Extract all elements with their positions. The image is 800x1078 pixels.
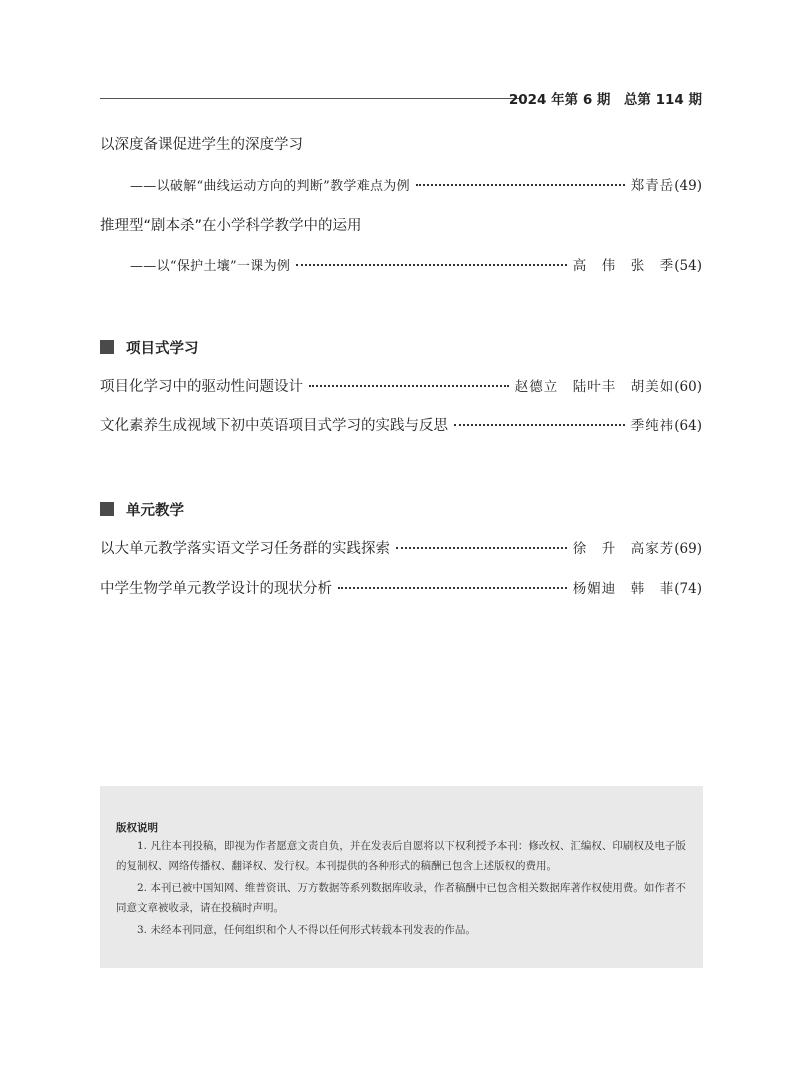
dot-leader [338,587,567,589]
toc-entry[interactable] [100,376,702,398]
toc-entry[interactable] [100,578,702,600]
dot-leader [296,264,567,266]
header-rule [100,98,520,99]
copyright-paragraph: 3. 未经本刊同意，任何组织和个人不得以任何形式转载本刊发表的作品。 [137,924,476,936]
toc-entry[interactable] [100,538,702,560]
section-title: 单元教学 [126,502,184,519]
entry-title: 以深度备课促进学生的深度学习 [100,137,303,153]
toc-entry[interactable] [130,175,702,197]
section-heading [100,337,199,357]
issue-number: 2024 年第 6 期 总第 114 期 [508,92,702,108]
dot-leader [416,184,625,186]
toc-entry[interactable] [100,415,702,437]
entry-authors: 高 伟 张 季 [572,258,675,274]
copyright-paragraph: 2. 本刊已被中国知网、维普资讯、万方数据等系列数据库收录，作者稿酬中已包含相关数据库著作权使用费。如作者不同意文章被收录，请在投稿时声明。 [116,882,686,914]
entry-title: 以大单元教学落实语文学习任务群的实践探索 [100,541,390,557]
toc-entry-title [100,134,702,156]
entry-authors: 徐 升 高家芳 [572,541,675,557]
entry-title: 项目化学习中的驱动性问题设计 [100,379,303,395]
entry-authors: 季纯祎 [630,418,675,434]
dot-leader [309,385,509,387]
square-bullet-icon [100,340,114,354]
entry-title: 推理型“剧本杀”在小学科学教学中的运用 [100,218,362,234]
entry-subtitle: ——以破解“曲线运动方向的判断”教学难点为例 [130,179,410,194]
page-header [100,88,702,108]
entry-subtitle: ——以“保护土壤”一课为例 [130,259,291,274]
entry-title: 中学生物学单元教学设计的现状分析 [100,581,332,597]
copyright-box [100,786,703,968]
entry-page: (69) [674,541,702,557]
section-heading [100,499,184,519]
toc-entry-title [100,215,702,237]
section-title: 项目式学习 [126,340,199,357]
entry-authors: 郑青岳 [630,178,675,194]
dot-leader [454,424,625,426]
entry-page: (60) [674,379,702,395]
entry-page: (49) [674,178,702,194]
entry-authors: 赵德立 陆叶丰 胡美如 [514,379,675,395]
entry-page: (74) [674,581,702,597]
copyright-paragraph: 1. 凡往本刊投稿，即视为作者愿意文责自负，并在发表后自愿将以下权利授予本刊：修改权、汇编权、印刷权及电子版的复制权、网络传播权、翻译权、发行权。本刊提供的各种形式的稿酬已包含上述版权的费用。 [116,840,686,872]
entry-page: (64) [674,418,702,434]
entry-title: 文化素养生成视域下初中英语项目式学习的实践与反思 [100,418,448,434]
dot-leader [396,547,567,549]
toc-entry[interactable] [130,255,702,277]
entry-authors: 杨媚迪 韩 菲 [572,581,675,597]
square-bullet-icon [100,502,114,516]
entry-page: (54) [674,258,702,274]
copyright-title: 版权说明 [116,822,158,834]
